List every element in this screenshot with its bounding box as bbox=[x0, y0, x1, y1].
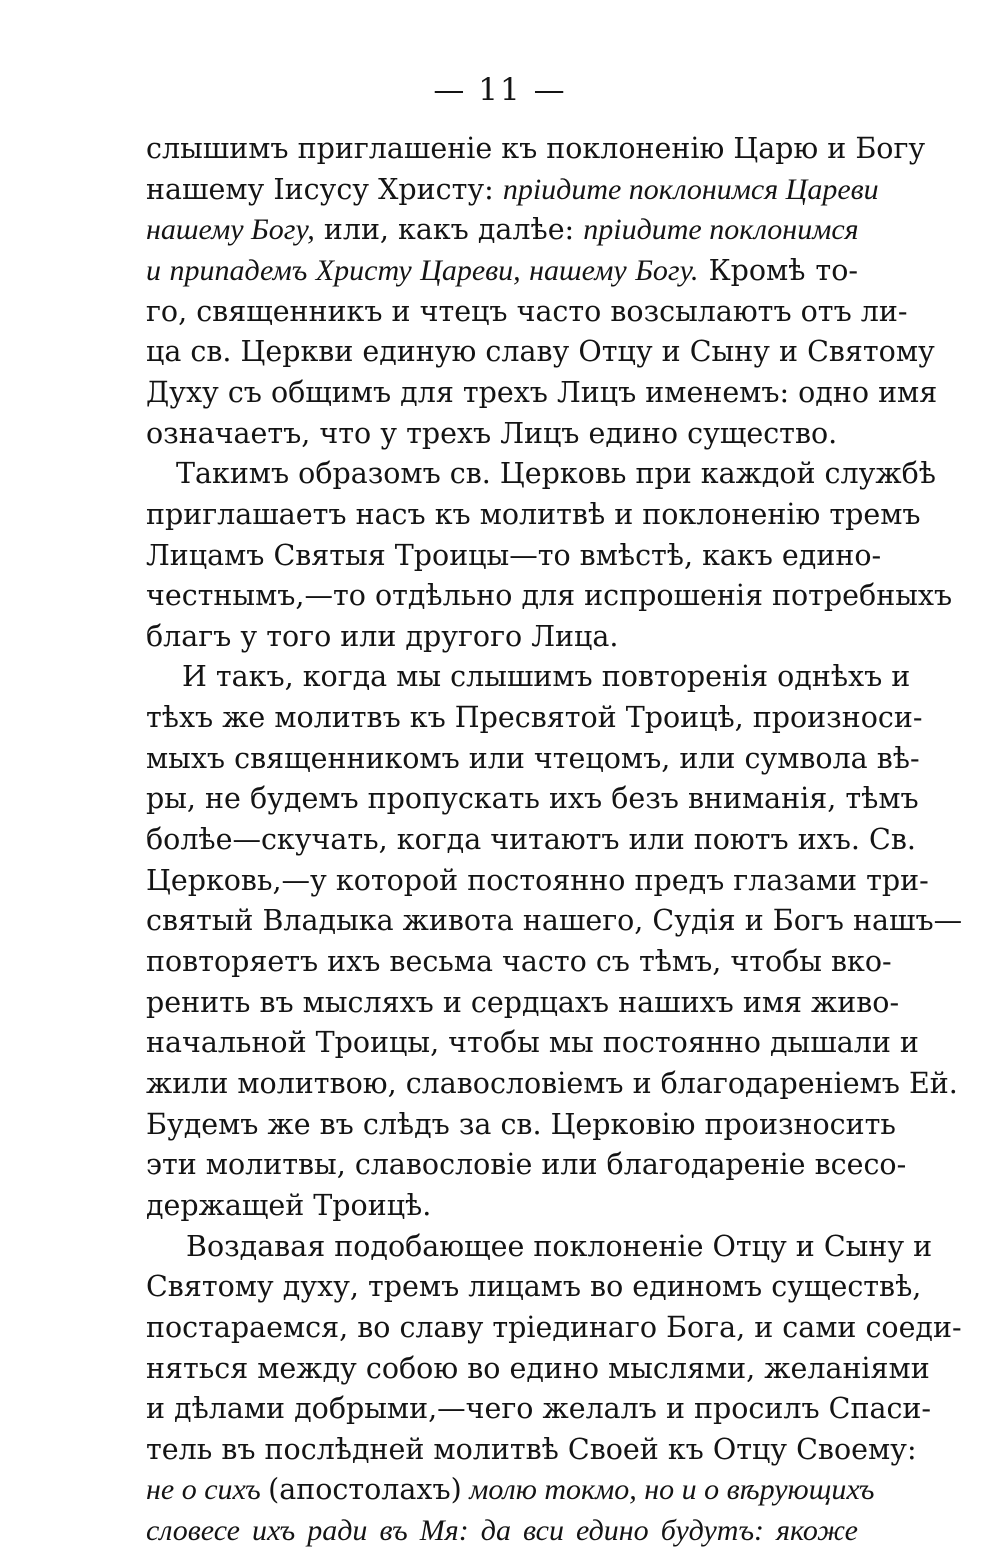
text-segment: го, священникъ и чтецъ часто возсылаютъ отъ ли- bbox=[146, 294, 908, 328]
text-line bbox=[146, 778, 919, 820]
text-segment: болѣе—скучать, когда читаютъ или поютъ ихъ. Св. bbox=[146, 823, 916, 857]
text-line bbox=[146, 535, 882, 577]
text-segment: приглашаетъ насъ къ молитвѣ и поклоненію тремъ bbox=[146, 497, 921, 531]
text-line bbox=[146, 1307, 962, 1349]
text-segment: или, какъ далѣе: bbox=[314, 213, 584, 247]
text-segment: нашему Іисусу Христу: bbox=[146, 172, 503, 206]
text-line bbox=[146, 1429, 917, 1471]
text-line bbox=[146, 738, 920, 780]
italic-text: не о сихъ bbox=[146, 1473, 269, 1507]
text-segment: ца св. Церкви единую славу Отцу и Сыну и Святому bbox=[146, 335, 935, 369]
text-segment: начальной Троицы, чтобы мы постоянно дышали и bbox=[146, 1026, 919, 1060]
text-line bbox=[146, 1144, 907, 1186]
text-segment: постараемся, во славу тріединаго Бога, и сами соеди- bbox=[146, 1310, 962, 1344]
text-line bbox=[146, 331, 935, 373]
text-segment: святый Владыка живота нашего, Судія и Богъ нашъ— bbox=[146, 904, 963, 938]
italic-text: пріидите поклонимся bbox=[583, 213, 859, 247]
text-segment: тель въ послѣдней молитвѣ Своей къ Отцу Своему: bbox=[146, 1432, 917, 1466]
text-line bbox=[146, 575, 953, 617]
text-segment: означаетъ, что у трехъ Лицъ едино существо. bbox=[146, 416, 838, 450]
text-segment: Духу съ общимъ для трехъ Лицъ именемъ: одно имя bbox=[146, 375, 938, 409]
text-line bbox=[146, 291, 908, 333]
text-segment: Святому духу, тремъ лицамъ во единомъ существѣ, bbox=[146, 1270, 922, 1304]
text-segment: слышимъ приглашеніе къ поклоненію Царю и Богу bbox=[146, 132, 926, 165]
text-line bbox=[146, 1185, 858, 1227]
text-segment: мыхъ священникомъ или чтецомъ, или сумвола вѣ- bbox=[146, 741, 920, 775]
page-number: — 11 — bbox=[433, 72, 567, 108]
italic-text: молю токмо, но и о вѣрующихъ bbox=[461, 1473, 875, 1507]
text-line bbox=[146, 250, 858, 292]
text-segment: повторяетъ ихъ весьма часто съ тѣмъ, чтобы вко- bbox=[146, 945, 892, 978]
text-line bbox=[176, 453, 936, 495]
text-segment: ренить въ мысляхъ и сердцахъ нашихъ имя живо- bbox=[146, 985, 900, 1019]
text-line bbox=[146, 1266, 922, 1308]
text-line bbox=[146, 1022, 919, 1064]
text-segment: Воздавая подобающее поклоненіе Отцу и Сыну и bbox=[186, 1229, 933, 1263]
text-line bbox=[146, 616, 858, 658]
text-line bbox=[146, 1510, 858, 1552]
text-segment: и дѣлами добрыми,—чего желалъ и просилъ Спаси- bbox=[146, 1392, 932, 1426]
text-segment: честнымъ,—то отдѣльно для испрошенія потребныхъ bbox=[146, 579, 953, 613]
text-line bbox=[186, 1226, 933, 1268]
text-segment: Кромѣ то- bbox=[698, 253, 858, 287]
text-segment: тѣхъ же молитвъ къ Пресвятой Троицѣ, произноси- bbox=[146, 701, 923, 735]
text-line bbox=[182, 656, 911, 698]
text-segment: (апостолахъ) bbox=[268, 1473, 462, 1507]
text-segment: благъ у того или другого Лица. bbox=[146, 619, 619, 653]
text-segment: няться между собою во едино мыслями, желаніями bbox=[146, 1351, 930, 1385]
text-segment: Будемъ же въ слѣдъ за св. Церковію произносить bbox=[146, 1107, 896, 1141]
text-segment: Такимъ образомъ св. Церковь при каждой службѣ bbox=[176, 457, 936, 491]
text-segment: держащей Троицѣ. bbox=[146, 1188, 432, 1222]
text-line bbox=[146, 900, 963, 942]
text-segment: жили молитвою, славословіемъ и благодареніемъ Ей. bbox=[146, 1066, 958, 1100]
text-line bbox=[146, 169, 879, 211]
italic-text: пріидите поклонимся Цареви bbox=[502, 172, 879, 206]
text-line bbox=[146, 1348, 930, 1390]
text-line bbox=[146, 941, 892, 983]
text-line bbox=[146, 494, 921, 536]
text-line bbox=[146, 860, 929, 902]
text-line bbox=[146, 413, 858, 455]
text-line bbox=[146, 209, 858, 251]
text-line bbox=[146, 1104, 896, 1146]
text-line bbox=[146, 1469, 875, 1511]
text-segment: Лицамъ Святыя Троицы—то вмѣстѣ, какъ едино- bbox=[146, 538, 882, 572]
text-line bbox=[146, 128, 926, 170]
text-segment: ры, не будемъ пропускать ихъ безъ вниманія, тѣмъ bbox=[146, 782, 919, 816]
text-line bbox=[146, 697, 923, 739]
text-line bbox=[146, 982, 900, 1024]
text-segment: Церковь,—у которой постоянно предъ глазами три- bbox=[146, 863, 929, 897]
text-line bbox=[146, 1063, 958, 1105]
text-line bbox=[146, 372, 938, 414]
text-segment: эти молитвы, славословіе или благодареніе всесо- bbox=[146, 1148, 907, 1182]
italic-text: словесе ихъ ради въ Мя: да вси едино будутъ: якоже bbox=[146, 1514, 858, 1548]
text-line bbox=[146, 819, 916, 861]
text-segment: И такъ, когда мы слышимъ повторенія однѣхъ и bbox=[182, 660, 911, 694]
italic-text: нашему Богу, bbox=[146, 213, 315, 247]
italic-text: и припадемъ Христу Цареви, нашему Богу. bbox=[146, 253, 699, 287]
